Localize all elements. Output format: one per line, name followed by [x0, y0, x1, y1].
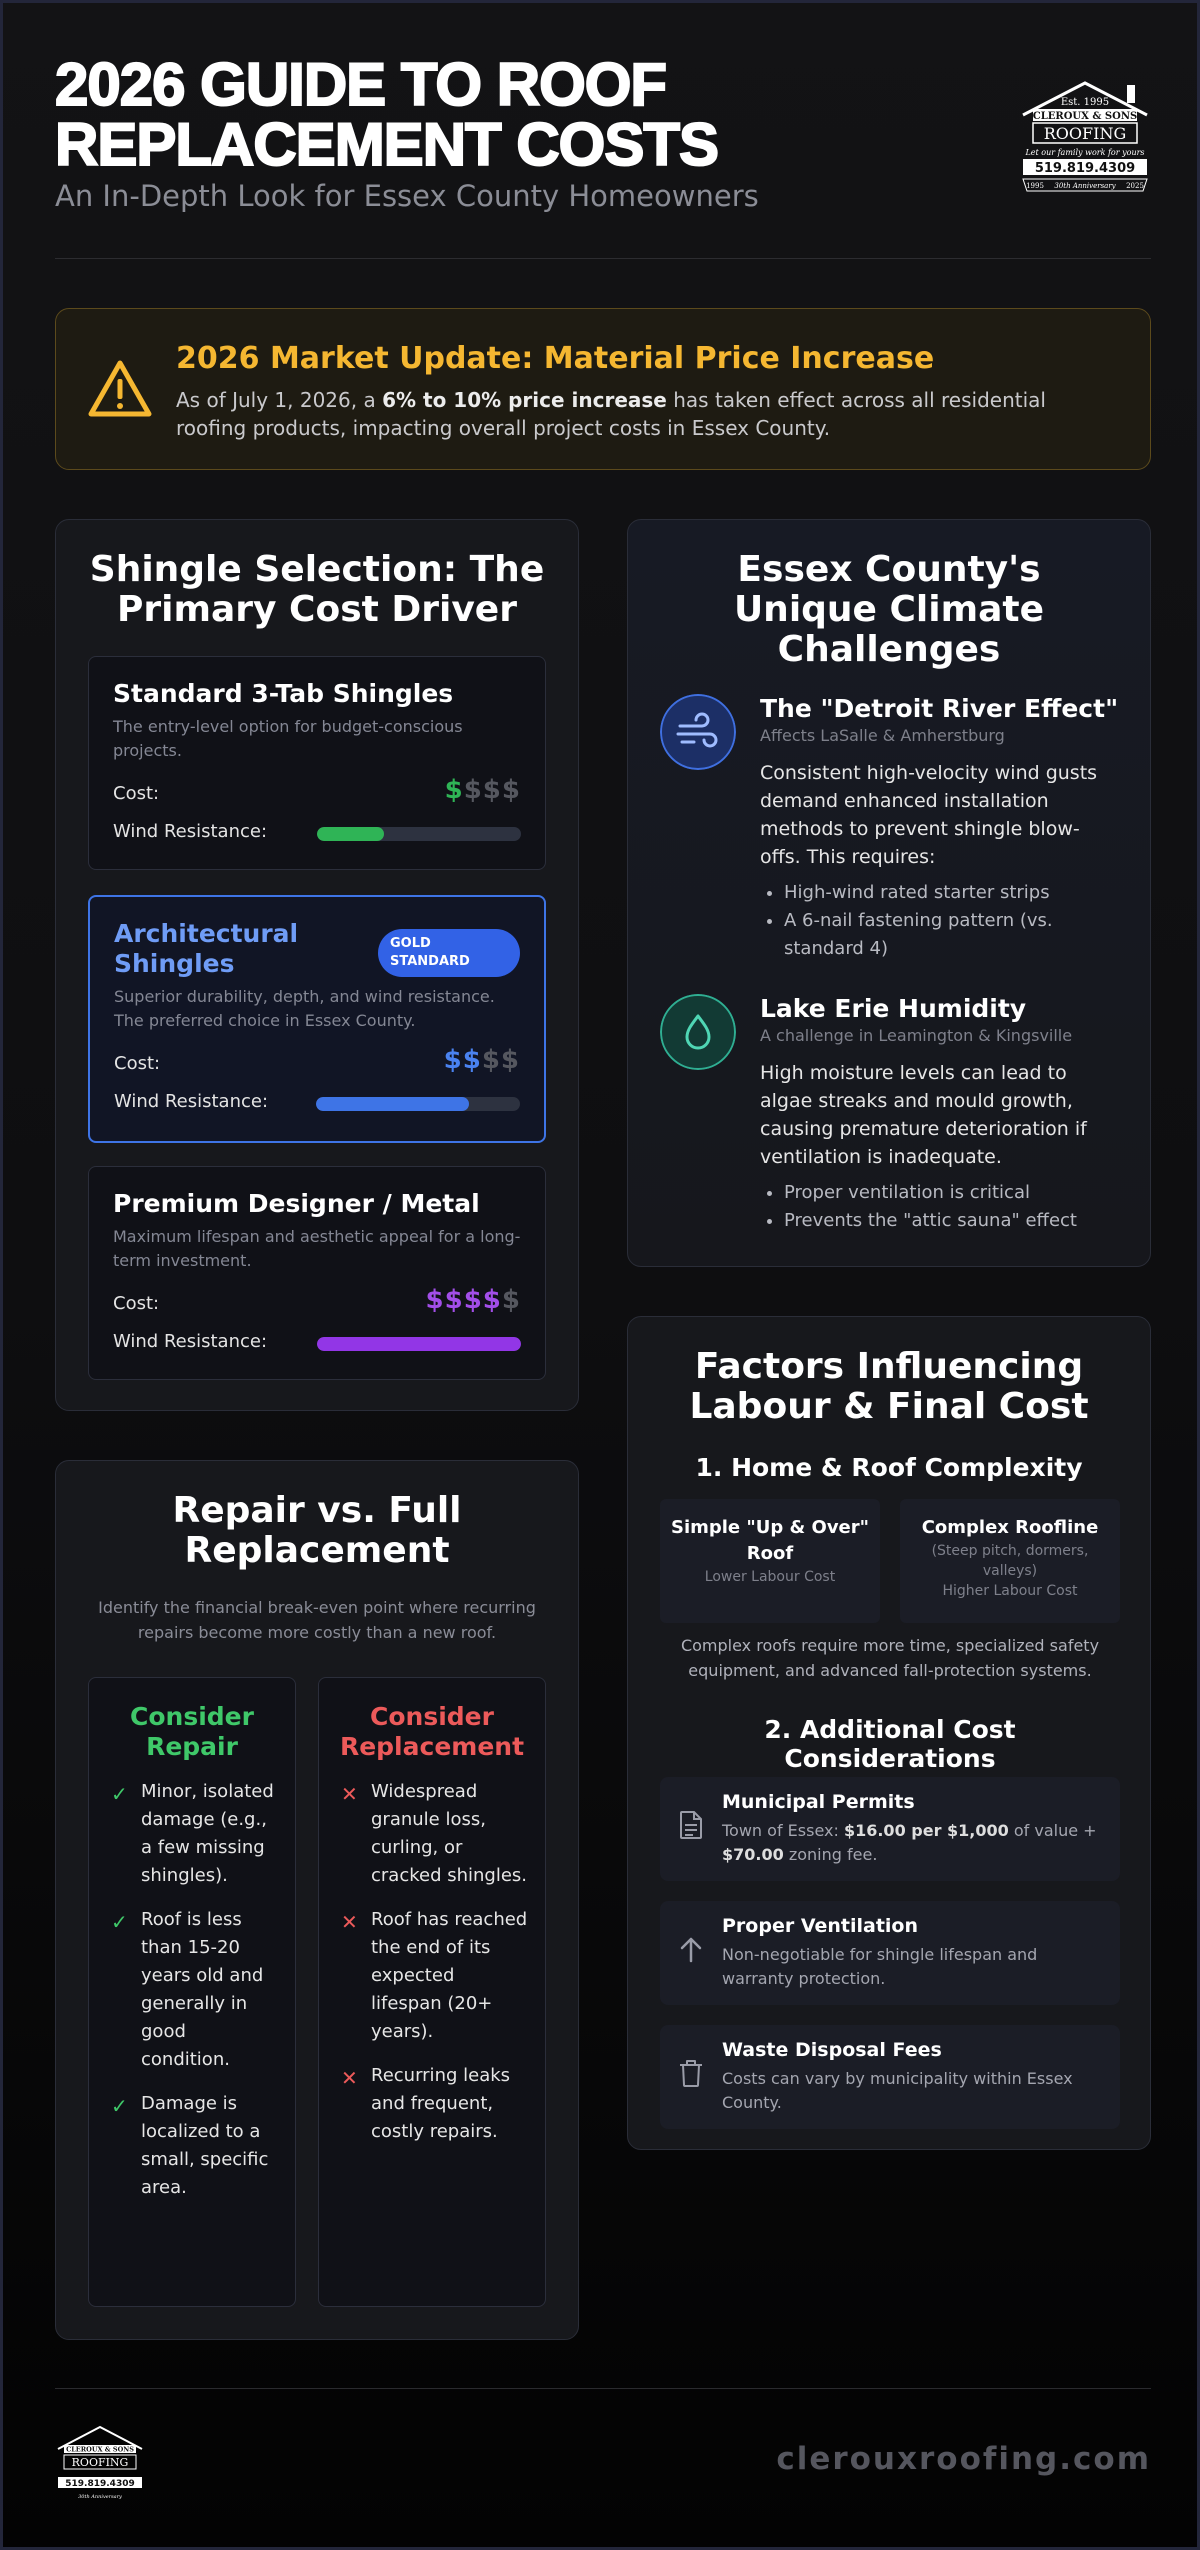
check-icon: ✓ [111, 2094, 128, 2118]
x-icon: ✕ [341, 2066, 358, 2090]
option-name: Standard 3-Tab Shingles [113, 679, 454, 708]
wind-row: Wind Resistance: [114, 1081, 520, 1119]
wind-icon [660, 694, 736, 770]
cost-rating: $$$$$ [425, 1285, 521, 1315]
climate-card-title: Essex County's Unique Climate Challenges [733, 549, 1045, 670]
list-item: ✕ Roof has reached the end of its expected lifespan (20+ years). [341, 1909, 528, 2042]
cost-item-ventilation: Proper Ventilation Non-negotiable for shingle lifespan and warranty protection. [660, 1901, 1120, 2005]
list-item: • Prevents the "attic sauna" effect [784, 1207, 1120, 1235]
cost-row: Cost: $$$$ [113, 775, 521, 805]
climate-item-desc: Consistent high-velocity wind gusts demand enhanced installation methods to prevent shingle blow-offs. This requires: [760, 762, 1098, 868]
list-item: • Proper ventilation is critical [784, 1179, 1120, 1207]
check-icon: ✓ [111, 1910, 128, 1934]
option-name: Architectural Shingles [114, 919, 299, 978]
warning-icon [88, 359, 152, 419]
repair-vs-replacement-card [55, 1460, 579, 2340]
climate-challenges-card [627, 519, 1151, 1267]
climate-item-detroit-river [660, 694, 1120, 974]
simple-roof-box: Simple "Up & Over" Roof Lower Labour Cost [660, 1499, 880, 1623]
factors-card-title: Factors Influencing Labour & Final Cost [689, 1346, 1089, 1427]
climate-item-title: The "Detroit River Effect" [760, 694, 1119, 723]
header [55, 51, 1151, 259]
repair-col-title: Consider Repair [130, 1702, 254, 1761]
logo-est: Est. 1995 [1060, 97, 1110, 108]
list-item: ✕ Widespread granule loss, curling, or cracked shingles. [341, 1781, 528, 1886]
logo-anniversary: 30th Anniversary [1054, 182, 1116, 190]
cost-rating: $$$$ [444, 775, 521, 805]
page-title: 2026 GUIDE TO ROOF REPLACEMENT COSTS [55, 51, 719, 178]
alert-title: 2026 Market Update: Material Price Increase [176, 341, 935, 376]
consider-repair-column [88, 1677, 296, 2307]
wind-row: Wind Resistance: [113, 811, 521, 849]
footer [55, 2388, 1151, 2508]
cost-row: Cost: $$$$ [114, 1045, 520, 1075]
complexity-note: Complex roofs require more time, specialized safety equipment, and advanced fall-protection systems. [680, 1636, 1100, 1680]
climate-item-bullets [760, 1179, 1120, 1235]
climate-item-desc: High moisture levels can lead to algae streaks and mould growth, causing premature deterioration if ventilation is inadequate. [760, 1062, 1087, 1168]
option-desc: Superior durability, depth, and wind resistance. The preferred choice in Essex County. [114, 987, 495, 1030]
svg-text:30th Anniversary: 30th Anniversary [78, 2494, 122, 2500]
list-item: ✕ Recurring leaks and frequent, costly repairs. [341, 2065, 511, 2142]
company-logo [1019, 75, 1151, 193]
cost-row: Cost: $$$$$ [113, 1285, 521, 1315]
climate-item-sub: Affects LaSalle & Amherstburg [760, 726, 1005, 745]
cost-factors-card [627, 1316, 1151, 2150]
footer-logo [55, 2421, 145, 2503]
additional-costs-heading: 2. Additional Cost Considerations [764, 1715, 1016, 1773]
logo-word: ROOFING [1043, 124, 1127, 143]
shingle-option-architectural [88, 895, 546, 1143]
logo-phone: 519.819.4309 [1034, 161, 1136, 176]
climate-item-sub: A challenge in Leamington & Kingsville [760, 1026, 1073, 1045]
climate-item-lake-erie [660, 994, 1120, 1234]
shingle-option-premium [88, 1166, 546, 1380]
wind-resistance-bar [317, 827, 521, 841]
option-desc: Maximum lifespan and aesthetic appeal for a long-term investment. [113, 1227, 521, 1270]
repair-intro: Identify the financial break-even point where recurring repairs become more costly than a new roof. [98, 1598, 536, 1642]
shingle-card-title: Shingle Selection: The Primary Cost Driver [89, 549, 545, 630]
repair-card-title: Repair vs. Full Replacement [172, 1490, 462, 1571]
list-item: ✓ Minor, isolated damage (e.g., a few missing shingles). [111, 1781, 274, 1886]
list-item: • High-wind rated starter strips [784, 879, 1120, 907]
svg-text:519.819.4309: 519.819.4309 [65, 2479, 135, 2489]
logo-tagline: Let our family work for yours [1025, 148, 1145, 157]
wind-row: Wind Resistance: [113, 1321, 521, 1359]
trash-icon [676, 2057, 706, 2089]
svg-text:ROOFING: ROOFING [71, 2456, 129, 2469]
logo-name: CLEROUX & SONS [1032, 111, 1138, 122]
shingle-option-3tab [88, 656, 546, 870]
document-icon [676, 1809, 706, 1841]
cost-rating: $$$$ [443, 1045, 520, 1075]
list-item: ✓ Roof is less than 15-20 years old and generally in good condition. [111, 1909, 264, 2070]
x-icon: ✕ [341, 1910, 358, 1934]
wind-resistance-bar [317, 1337, 521, 1351]
shingle-selection-card [55, 519, 579, 1411]
website-url[interactable]: clerouxroofing.com [776, 2441, 1151, 2477]
option-desc: The entry-level option for budget-conscious projects. [113, 717, 463, 760]
consider-replacement-column [318, 1677, 546, 2307]
climate-item-bullets [760, 879, 1120, 963]
page-subtitle: An In-Depth Look for Essex County Homeowners [55, 179, 759, 213]
list-item: • A 6-nail fastening pattern (vs. standard 4) [784, 907, 1120, 963]
logo-year-right: 2025 [1126, 182, 1144, 190]
logo-year-left: 1995 [1026, 182, 1044, 190]
check-icon: ✓ [111, 1782, 128, 1806]
climate-item-title: Lake Erie Humidity [760, 994, 1027, 1023]
option-name: Premium Designer / Metal [113, 1189, 480, 1218]
replace-col-title: Consider Replacement [339, 1702, 525, 1761]
wind-resistance-bar [316, 1097, 520, 1111]
complex-roof-box: Complex Roofline (Steep pitch, dormers, valleys) Higher Labour Cost [900, 1499, 1120, 1623]
arrow-up-icon [676, 1933, 706, 1965]
market-update-alert [55, 308, 1151, 470]
list-item: ✓ Damage is localized to a small, specific area. [111, 2093, 269, 2198]
cost-item-permits: Municipal Permits Town of Essex: $16.00 per $1,000 of value + $70.00 zoning fee. [660, 1777, 1120, 1881]
svg-text:CLEROUX & SONS: CLEROUX & SONS [66, 2445, 134, 2454]
x-icon: ✕ [341, 1782, 358, 1806]
cost-item-waste: Waste Disposal Fees Costs can vary by municipality within Essex County. [660, 2025, 1120, 2129]
alert-body: As of July 1, 2026, a 6% to 10% price increase has taken effect across all residential roofing products, impacting overall project costs in Essex County. [176, 388, 1046, 440]
gold-standard-badge: GOLD STANDARD [378, 929, 520, 977]
droplet-icon [660, 994, 736, 1070]
complexity-heading: 1. Home & Roof Complexity [695, 1453, 1083, 1482]
